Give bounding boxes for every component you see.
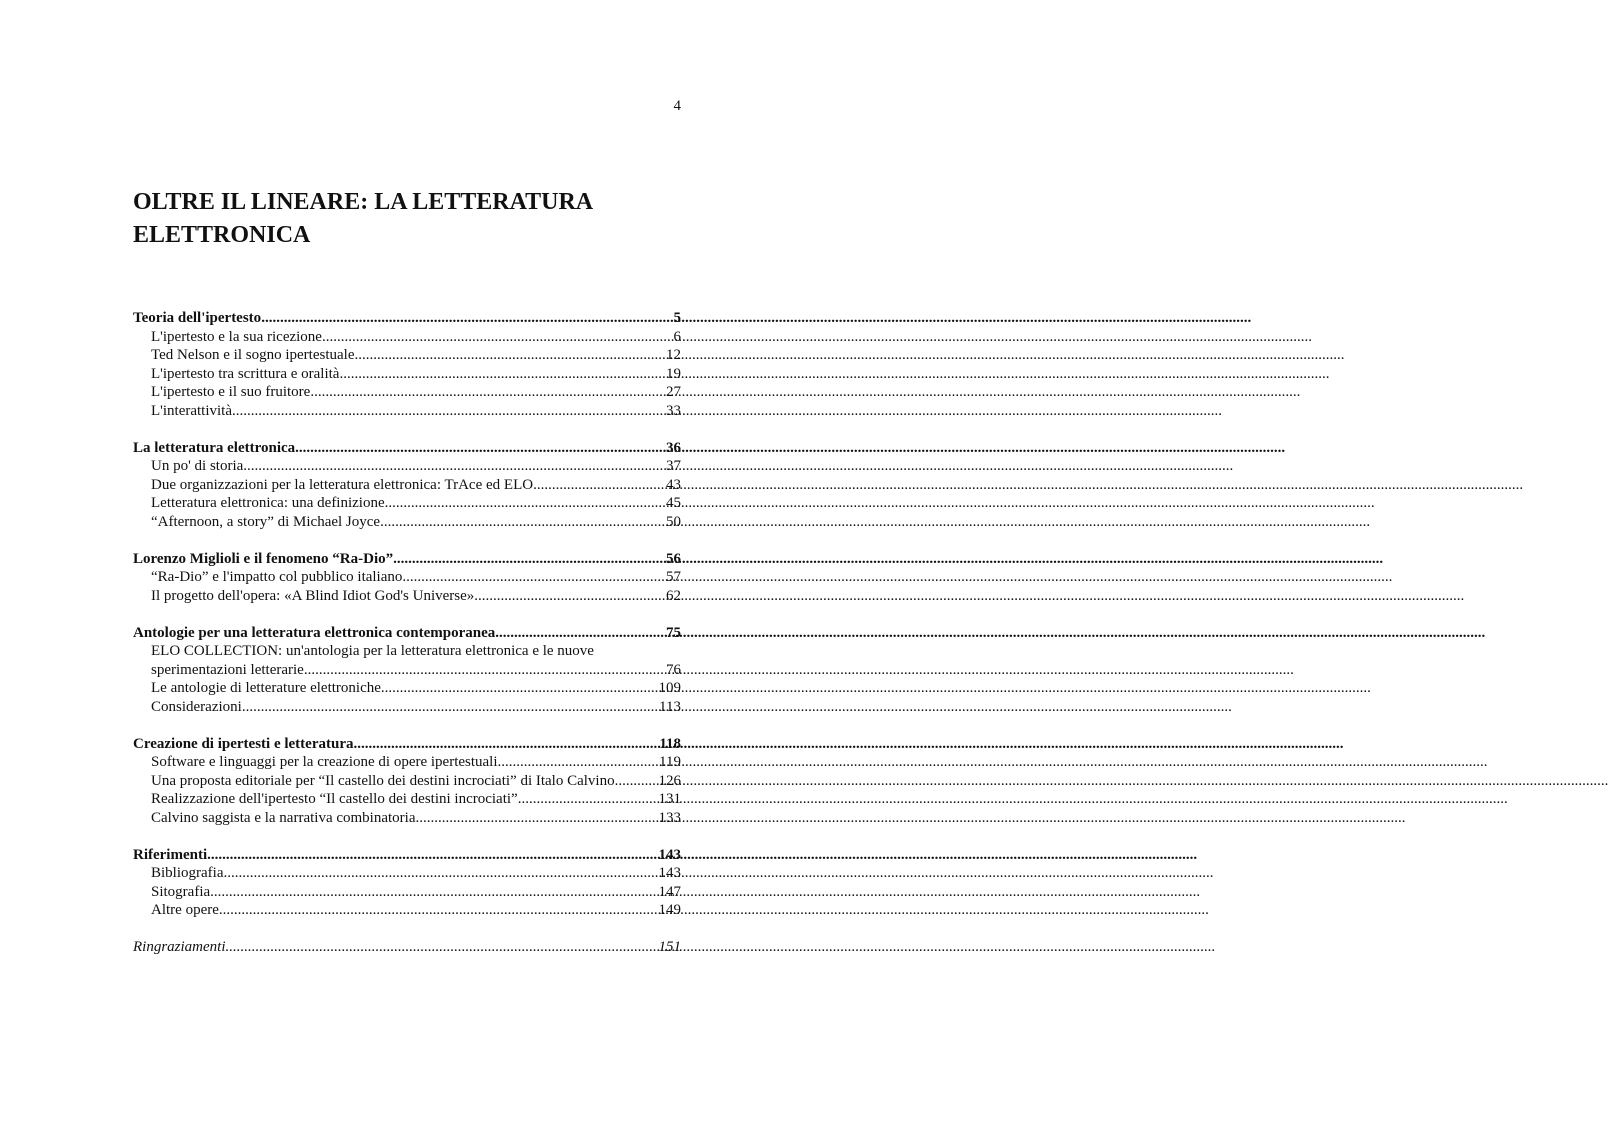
dot-leader: [339, 365, 666, 384]
toc-item-page: 126: [658, 772, 681, 789]
toc-heading-page: 118: [659, 735, 681, 752]
dot-leader: [232, 402, 666, 421]
toc-item-page: 76: [666, 661, 681, 678]
toc-item-title: Due organizzazioni per la letteratura elettronica: TrAce ed ELO: [151, 476, 534, 493]
dot-leader: [210, 883, 658, 902]
toc-section: [133, 550, 681, 606]
toc-item-page: 109: [658, 680, 681, 696]
toc-item-title-continuation: sperimentazioni letterarie: [151, 661, 304, 678]
toc-item-title: ELO COLLECTION: un'antologia per la letteratura elettronica e le nuove: [151, 643, 594, 659]
toc-heading-page: 75: [666, 624, 681, 641]
dot-leader: [207, 846, 658, 865]
toc-item[interactable]: [133, 513, 681, 532]
toc-item-title: Sitografia: [151, 883, 211, 900]
toc-section: [133, 624, 681, 717]
toc-item[interactable]: [133, 809, 681, 828]
dot-leader: [226, 938, 659, 957]
toc-heading-page: 143: [658, 846, 681, 863]
dot-leader: [223, 864, 658, 883]
toc-item-page: 62: [666, 587, 681, 604]
toc-item-title: L'ipertesto e la sua ricezione: [151, 328, 322, 345]
dot-leader: [518, 790, 659, 809]
page-number: 4: [673, 98, 681, 114]
dot-leader: [381, 679, 659, 698]
dot-leader: [243, 457, 666, 476]
toc-section: [133, 309, 681, 420]
dot-leader: [498, 753, 660, 772]
toc-final-entry[interactable]: [133, 938, 681, 957]
dot-leader: [322, 328, 674, 347]
toc-item-title: Realizzazione dell'ipertesto “Il castello dei destini incrociati”: [151, 791, 518, 807]
toc-heading[interactable]: [133, 309, 681, 328]
toc-item-page: 147: [658, 883, 681, 900]
toc-item-title: Altre opere: [151, 902, 219, 918]
toc-item-page: 12: [666, 347, 681, 363]
table-of-contents: [133, 309, 681, 957]
toc-heading[interactable]: [133, 624, 681, 643]
toc-item-first-line[interactable]: [133, 642, 681, 661]
dot-leader: [219, 901, 659, 920]
dot-leader: [261, 309, 673, 328]
dot-leader: [474, 587, 666, 606]
toc-item[interactable]: [133, 661, 681, 680]
toc-item[interactable]: [133, 457, 681, 476]
dot-leader: [385, 494, 666, 513]
toc-heading-page: 36: [666, 439, 681, 456]
toc-item-page: 57: [666, 569, 681, 585]
toc-item[interactable]: [133, 476, 681, 495]
toc-item-page: 27: [666, 384, 681, 400]
dot-leader: [533, 476, 666, 495]
toc-item-page: 43: [666, 476, 681, 493]
toc-item-page: 37: [666, 458, 681, 474]
toc-item-title: L'ipertesto tra scrittura e oralità: [151, 365, 340, 382]
toc-item[interactable]: [133, 402, 681, 421]
toc-item[interactable]: [133, 346, 681, 365]
dot-leader: [416, 809, 659, 828]
toc-heading-title: Teoria dell'ipertesto: [133, 310, 262, 326]
toc-final-page: 151: [658, 939, 681, 955]
toc-item-title: Il progetto dell'opera: «A Blind Idiot God's Universe»: [151, 587, 475, 604]
toc-heading-title: Lorenzo Miglioli e il fenomeno “Ra-Dio”: [133, 550, 394, 567]
dot-leader: [353, 735, 659, 754]
toc-heading-title: Riferimenti: [133, 846, 208, 863]
toc-item[interactable]: [133, 790, 681, 809]
toc-item-page: 131: [658, 791, 681, 807]
toc-heading-title: La letteratura elettronica: [133, 439, 296, 456]
toc-item-title: L'interattività: [151, 402, 233, 419]
toc-item-title: Ted Nelson e il sogno ipertestuale: [151, 347, 355, 363]
toc-item-title: “Afternoon, a story” di Michael Joyce: [151, 513, 381, 530]
dot-leader: [402, 568, 666, 587]
toc-item-page: 119: [659, 754, 681, 770]
toc-item-title: Le antologie di letterature elettroniche: [151, 680, 381, 696]
toc-item-page: 19: [666, 365, 681, 382]
dot-leader: [393, 550, 666, 569]
toc-item[interactable]: [133, 365, 681, 384]
toc-section: [133, 439, 681, 532]
toc-heading-page: 56: [666, 550, 681, 567]
toc-item-title: “Ra-Dio” e l'impatto col pubblico italiano: [151, 569, 403, 585]
toc-heading-title: Creazione di ipertesti e letteratura: [133, 735, 354, 752]
toc-item-page: 149: [658, 902, 681, 918]
toc-item[interactable]: [133, 864, 681, 883]
chapter-title: OLTRE IL LINEARE: LA LETTERATURA ELETTRONICA: [133, 189, 592, 248]
toc-item[interactable]: [133, 587, 681, 606]
toc-item[interactable]: [133, 494, 681, 513]
toc-item-title: Software e linguaggi per la creazione di opere ipertestuali: [151, 754, 498, 770]
dot-leader: [354, 346, 666, 365]
toc-heading[interactable]: [133, 439, 681, 458]
toc-item-page: 45: [666, 495, 681, 511]
toc-item-page: 50: [666, 513, 681, 530]
toc-item-page: 113: [659, 698, 681, 715]
dot-leader: [495, 624, 666, 643]
toc-item-page: 133: [658, 809, 681, 826]
toc-final-title: Ringraziamenti: [133, 939, 226, 955]
toc-item-title: Considerazioni: [151, 698, 242, 715]
toc-heading-title: Antologie per una letteratura elettronica contemporanea: [133, 624, 496, 641]
toc-item[interactable]: [133, 679, 681, 698]
dot-leader: [242, 698, 659, 717]
toc-heading-page: 5: [673, 310, 681, 326]
toc-section: [133, 846, 681, 920]
dot-leader: [295, 439, 666, 458]
dot-leader: [618, 772, 658, 791]
toc-item[interactable]: [133, 772, 681, 791]
toc-heading[interactable]: [133, 550, 681, 569]
toc-item[interactable]: [133, 383, 681, 402]
toc-item[interactable]: [133, 568, 681, 587]
toc-item-page: 143: [658, 865, 681, 881]
toc-item[interactable]: [133, 328, 681, 347]
toc-item-title: L'ipertesto e il suo fruitore: [151, 384, 311, 400]
dot-leader: [304, 661, 666, 680]
toc-item-page: 6: [673, 328, 681, 345]
toc-item[interactable]: [133, 883, 681, 902]
toc-heading[interactable]: [133, 846, 681, 865]
toc-item-title: Una proposta editoriale per “Il castello dei destini incrociati” di Italo Calvino.: [151, 772, 619, 789]
toc-item[interactable]: [133, 753, 681, 772]
dot-leader: [310, 383, 666, 402]
dot-leader: [380, 513, 666, 532]
toc-item-title: Bibliografia: [151, 865, 224, 881]
toc-item-title: Letteratura elettronica: una definizione: [151, 495, 385, 511]
toc-item-title: Un po' di storia: [151, 458, 244, 474]
toc-item[interactable]: [133, 698, 681, 717]
toc-item-page: 33: [666, 402, 681, 419]
toc-heading[interactable]: [133, 735, 681, 754]
toc-item-title: Calvino saggista e la narrativa combinatoria: [151, 809, 416, 826]
toc-item[interactable]: [133, 901, 681, 920]
toc-section: [133, 735, 681, 828]
